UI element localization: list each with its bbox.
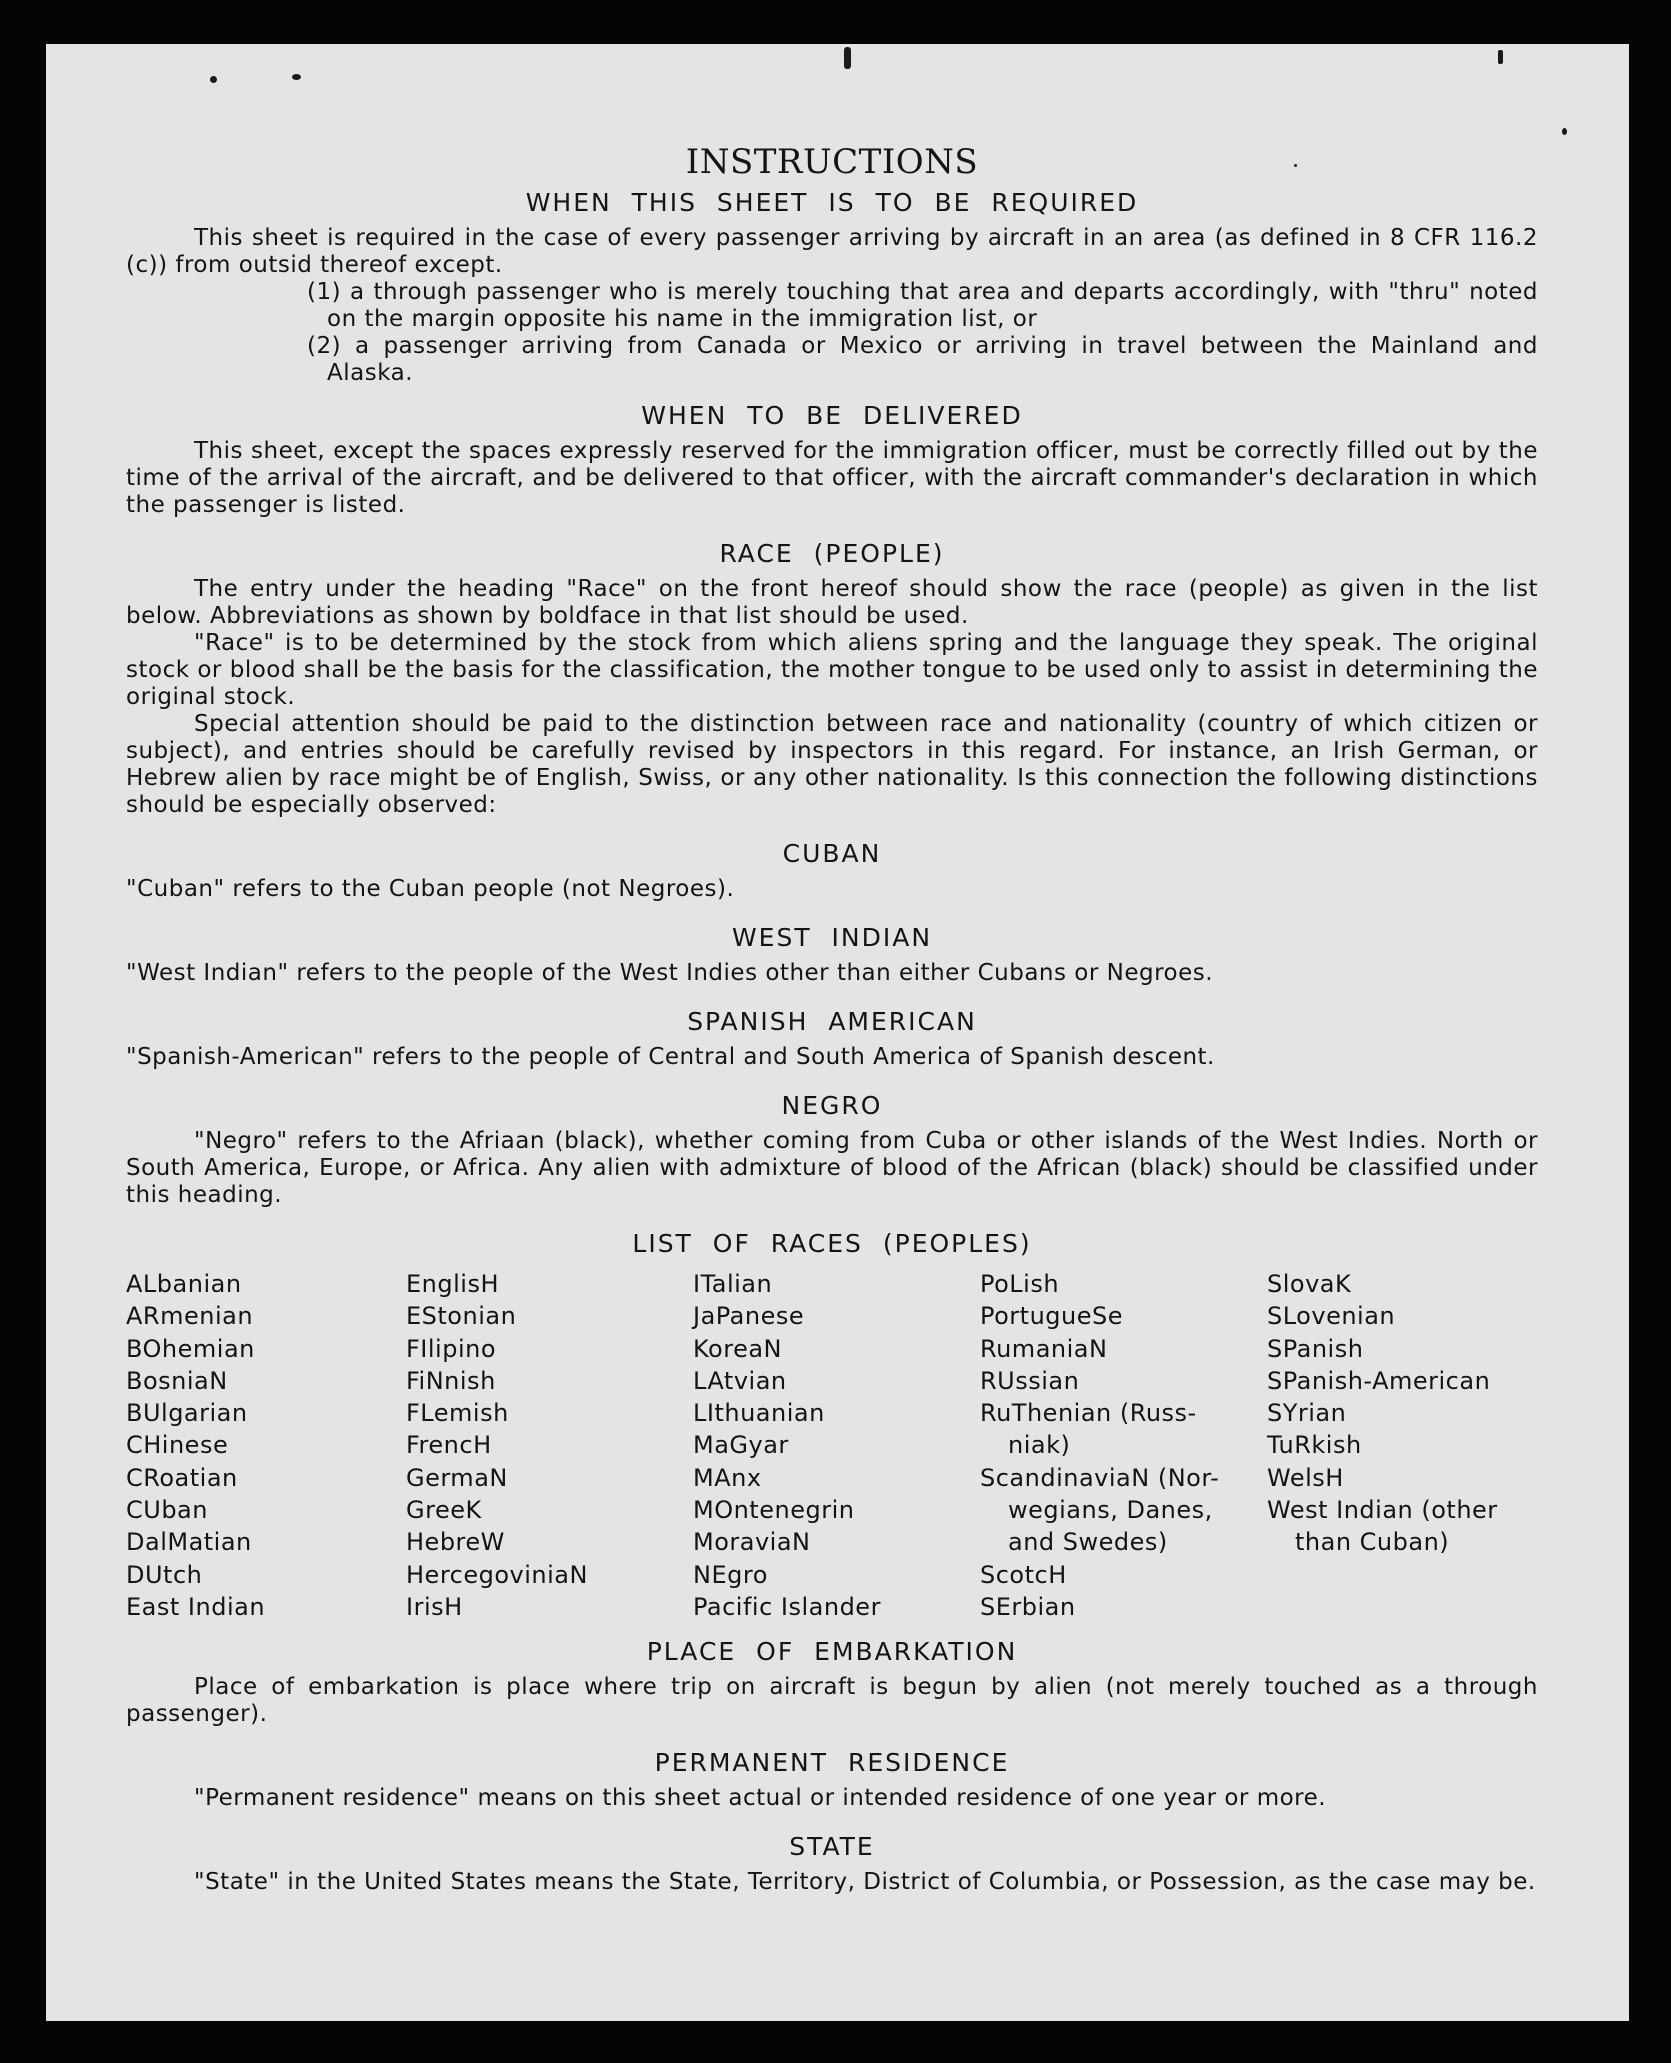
race-item: BosniaN: [126, 1366, 228, 1395]
race-item-continuation: wegians, Danes,: [1008, 1496, 1213, 1525]
race-item: IrisH: [406, 1592, 463, 1621]
race-item: ScandinaviaN (Nor-: [980, 1463, 1220, 1492]
races-list: [126, 1268, 1538, 1623]
race-item: CHinese: [126, 1431, 229, 1460]
race-item: MAnx: [693, 1463, 762, 1492]
section-heading-embarkation: PLACE OF EMBARKATION: [646, 1637, 1018, 1667]
race-item: ITalian: [693, 1270, 773, 1298]
dust-speck: [210, 76, 217, 83]
west-indian-text: "West Indian" refers to the people of the West Indies other than either Cubans or Negroes.: [126, 960, 1214, 986]
section-heading-race: RACE (PEOPLE): [719, 539, 945, 568]
race-item: RUssian: [980, 1366, 1080, 1395]
race-item: MaGyar: [693, 1431, 789, 1460]
race-item: SPanish-American: [1267, 1366, 1491, 1395]
race-item: LIthuanian: [693, 1399, 825, 1428]
races-column-5: [1267, 1268, 1538, 1623]
required-exception-1: (1) a through passenger who is merely touching that area and departs accordingly, with "thru" noted on the margin opposite his name in the immigration list, or: [307, 279, 1538, 332]
dust-speck: [1562, 128, 1567, 135]
state-text: "State" in the United States means the State, Territory, District of Columbia, or Possession, as the case may be.: [194, 1869, 1536, 1896]
races-column-1: [126, 1268, 406, 1623]
race-item: TuRkish: [1267, 1431, 1362, 1460]
race-item: SPanish: [1267, 1334, 1364, 1363]
race-paragraph-1: The entry under the heading "Race" on the front hereof should show the race (people) as given in the list below. Abbreviations as shown by boldface in that list should be used.: [126, 576, 1538, 629]
race-item: DUtch: [126, 1560, 203, 1589]
dust-speck: [292, 74, 301, 80]
race-item: PortugueSe: [980, 1302, 1123, 1331]
race-item: SYrian: [1267, 1399, 1347, 1428]
race-item: FLemish: [406, 1399, 509, 1428]
section-heading-delivered: WHEN TO BE DELIVERED: [641, 401, 1023, 430]
race-item: DalMatian: [126, 1528, 252, 1557]
race-item: KoreaN: [693, 1334, 782, 1363]
race-item: West Indian (other: [1267, 1496, 1498, 1525]
races-column-3: [693, 1268, 980, 1623]
section-heading-required: WHEN THIS SHEET IS TO BE REQUIRED: [525, 188, 1139, 217]
race-item: SLovenian: [1267, 1302, 1396, 1331]
race-item: PoLish: [980, 1270, 1060, 1298]
section-heading-residence: PERMANENT RESIDENCE: [654, 1748, 1010, 1778]
section-heading-spanish-american: SPANISH AMERICAN: [687, 1007, 977, 1036]
race-item: BOhemian: [126, 1334, 255, 1363]
race-item: EStonian: [406, 1302, 517, 1331]
section-heading-state: STATE: [789, 1832, 875, 1862]
embarkation-text: Place of embarkation is place where trip on aircraft is begun by alien (not merely touched as a through passenger).: [126, 1674, 1538, 1728]
race-item: BUlgarian: [126, 1399, 248, 1428]
race-item: LAtvian: [693, 1366, 787, 1395]
instructions-body: [126, 142, 1538, 1896]
race-item: RumaniaN: [980, 1334, 1108, 1363]
spanish-american-text: "Spanish-American" refers to the people of Central and South America of Spanish descent.: [126, 1044, 1215, 1070]
race-item: MoraviaN: [693, 1528, 811, 1557]
race-item-continuation: than Cuban): [1295, 1528, 1450, 1557]
race-item: RuThenian (Russ-: [980, 1399, 1197, 1428]
race-item: GreeK: [406, 1496, 482, 1525]
section-heading-negro: NEGRO: [781, 1091, 883, 1120]
section-heading-list-of-races: LIST OF RACES (PEOPLES): [632, 1229, 1032, 1258]
race-item: JaPanese: [693, 1302, 805, 1331]
race-item: EnglisH: [406, 1270, 499, 1298]
negro-text: "Negro" refers to the Afriaan (black), whether coming from Cuba or other islands of the West Indies. North or South America, Europe, or Africa. Any alien with admixture of blood of the African (black) should be classified under this heading.: [126, 1128, 1538, 1208]
required-exception-2: (2) a passenger arriving from Canada or Mexico or arriving in travel between the Mainland and Alaska.: [307, 333, 1538, 386]
required-intro: This sheet is required in the case of every passenger arriving by aircraft in an area (as defined in 8 CFR 116.2 (c)) from outsid thereof except.: [126, 225, 1538, 278]
race-item: ScotcH: [980, 1560, 1067, 1589]
races-column-2: [406, 1268, 693, 1623]
race-item: WelsH: [1267, 1463, 1344, 1492]
races-column-4: [980, 1268, 1267, 1623]
race-item-continuation: and Swedes): [1008, 1528, 1168, 1557]
race-item: HercegoviniaN: [406, 1560, 588, 1589]
race-item: ARmenian: [126, 1302, 254, 1331]
dust-speck: [1498, 50, 1503, 64]
race-item: CRoatian: [126, 1463, 238, 1492]
race-item: HebreW: [406, 1528, 505, 1557]
race-item: FiNnish: [406, 1366, 496, 1395]
page-title: INSTRUCTIONS: [685, 142, 979, 182]
delivered-text: This sheet, except the spaces expressly reserved for the immigration officer, must be correctly filled out by the time of the arrival of the aircraft, and be delivered to that officer, with the aircraft commander's declaration in which the passenger is listed.: [126, 438, 1538, 518]
race-item: NEgro: [693, 1560, 768, 1589]
race-paragraph-2: "Race" is to be determined by the stock from which aliens spring and the language they speak. The original stock or blood shall be the basis for the classification, the mother tongue to be used only to assist in determining the original stock.: [126, 630, 1538, 710]
section-heading-cuban: CUBAN: [782, 839, 882, 868]
race-item: MOntenegrin: [693, 1496, 855, 1525]
race-item: SErbian: [980, 1592, 1076, 1621]
race-item: FIlipino: [406, 1334, 497, 1363]
race-item: East Indian: [126, 1592, 266, 1621]
document-page: [46, 44, 1629, 2021]
race-paragraph-3: Special attention should be paid to the distinction between race and nationality (country of which citizen or subject), and entries should be carefully revised by inspectors in this regard. For instance, an Irish German, or Hebrew alien by race might be of English, Swiss, or any other nationality. Is this connection the following distinctions should be especially observed:: [126, 711, 1538, 818]
cuban-text: "Cuban" refers to the Cuban people (not Negroes).: [126, 876, 735, 902]
race-item: Pacific Islander: [693, 1592, 881, 1621]
race-item: GermaN: [406, 1463, 508, 1492]
race-item: SlovaK: [1267, 1270, 1352, 1298]
race-item: CUban: [126, 1496, 208, 1525]
race-item-continuation: niak): [1008, 1431, 1071, 1460]
section-heading-west-indian: WEST INDIAN: [731, 923, 933, 952]
race-item: ALbanian: [126, 1270, 242, 1298]
dust-speck: [844, 47, 851, 69]
residence-text: "Permanent residence" means on this sheet actual or intended residence of one year or more.: [194, 1785, 1327, 1812]
race-item: FrencH: [406, 1431, 492, 1460]
